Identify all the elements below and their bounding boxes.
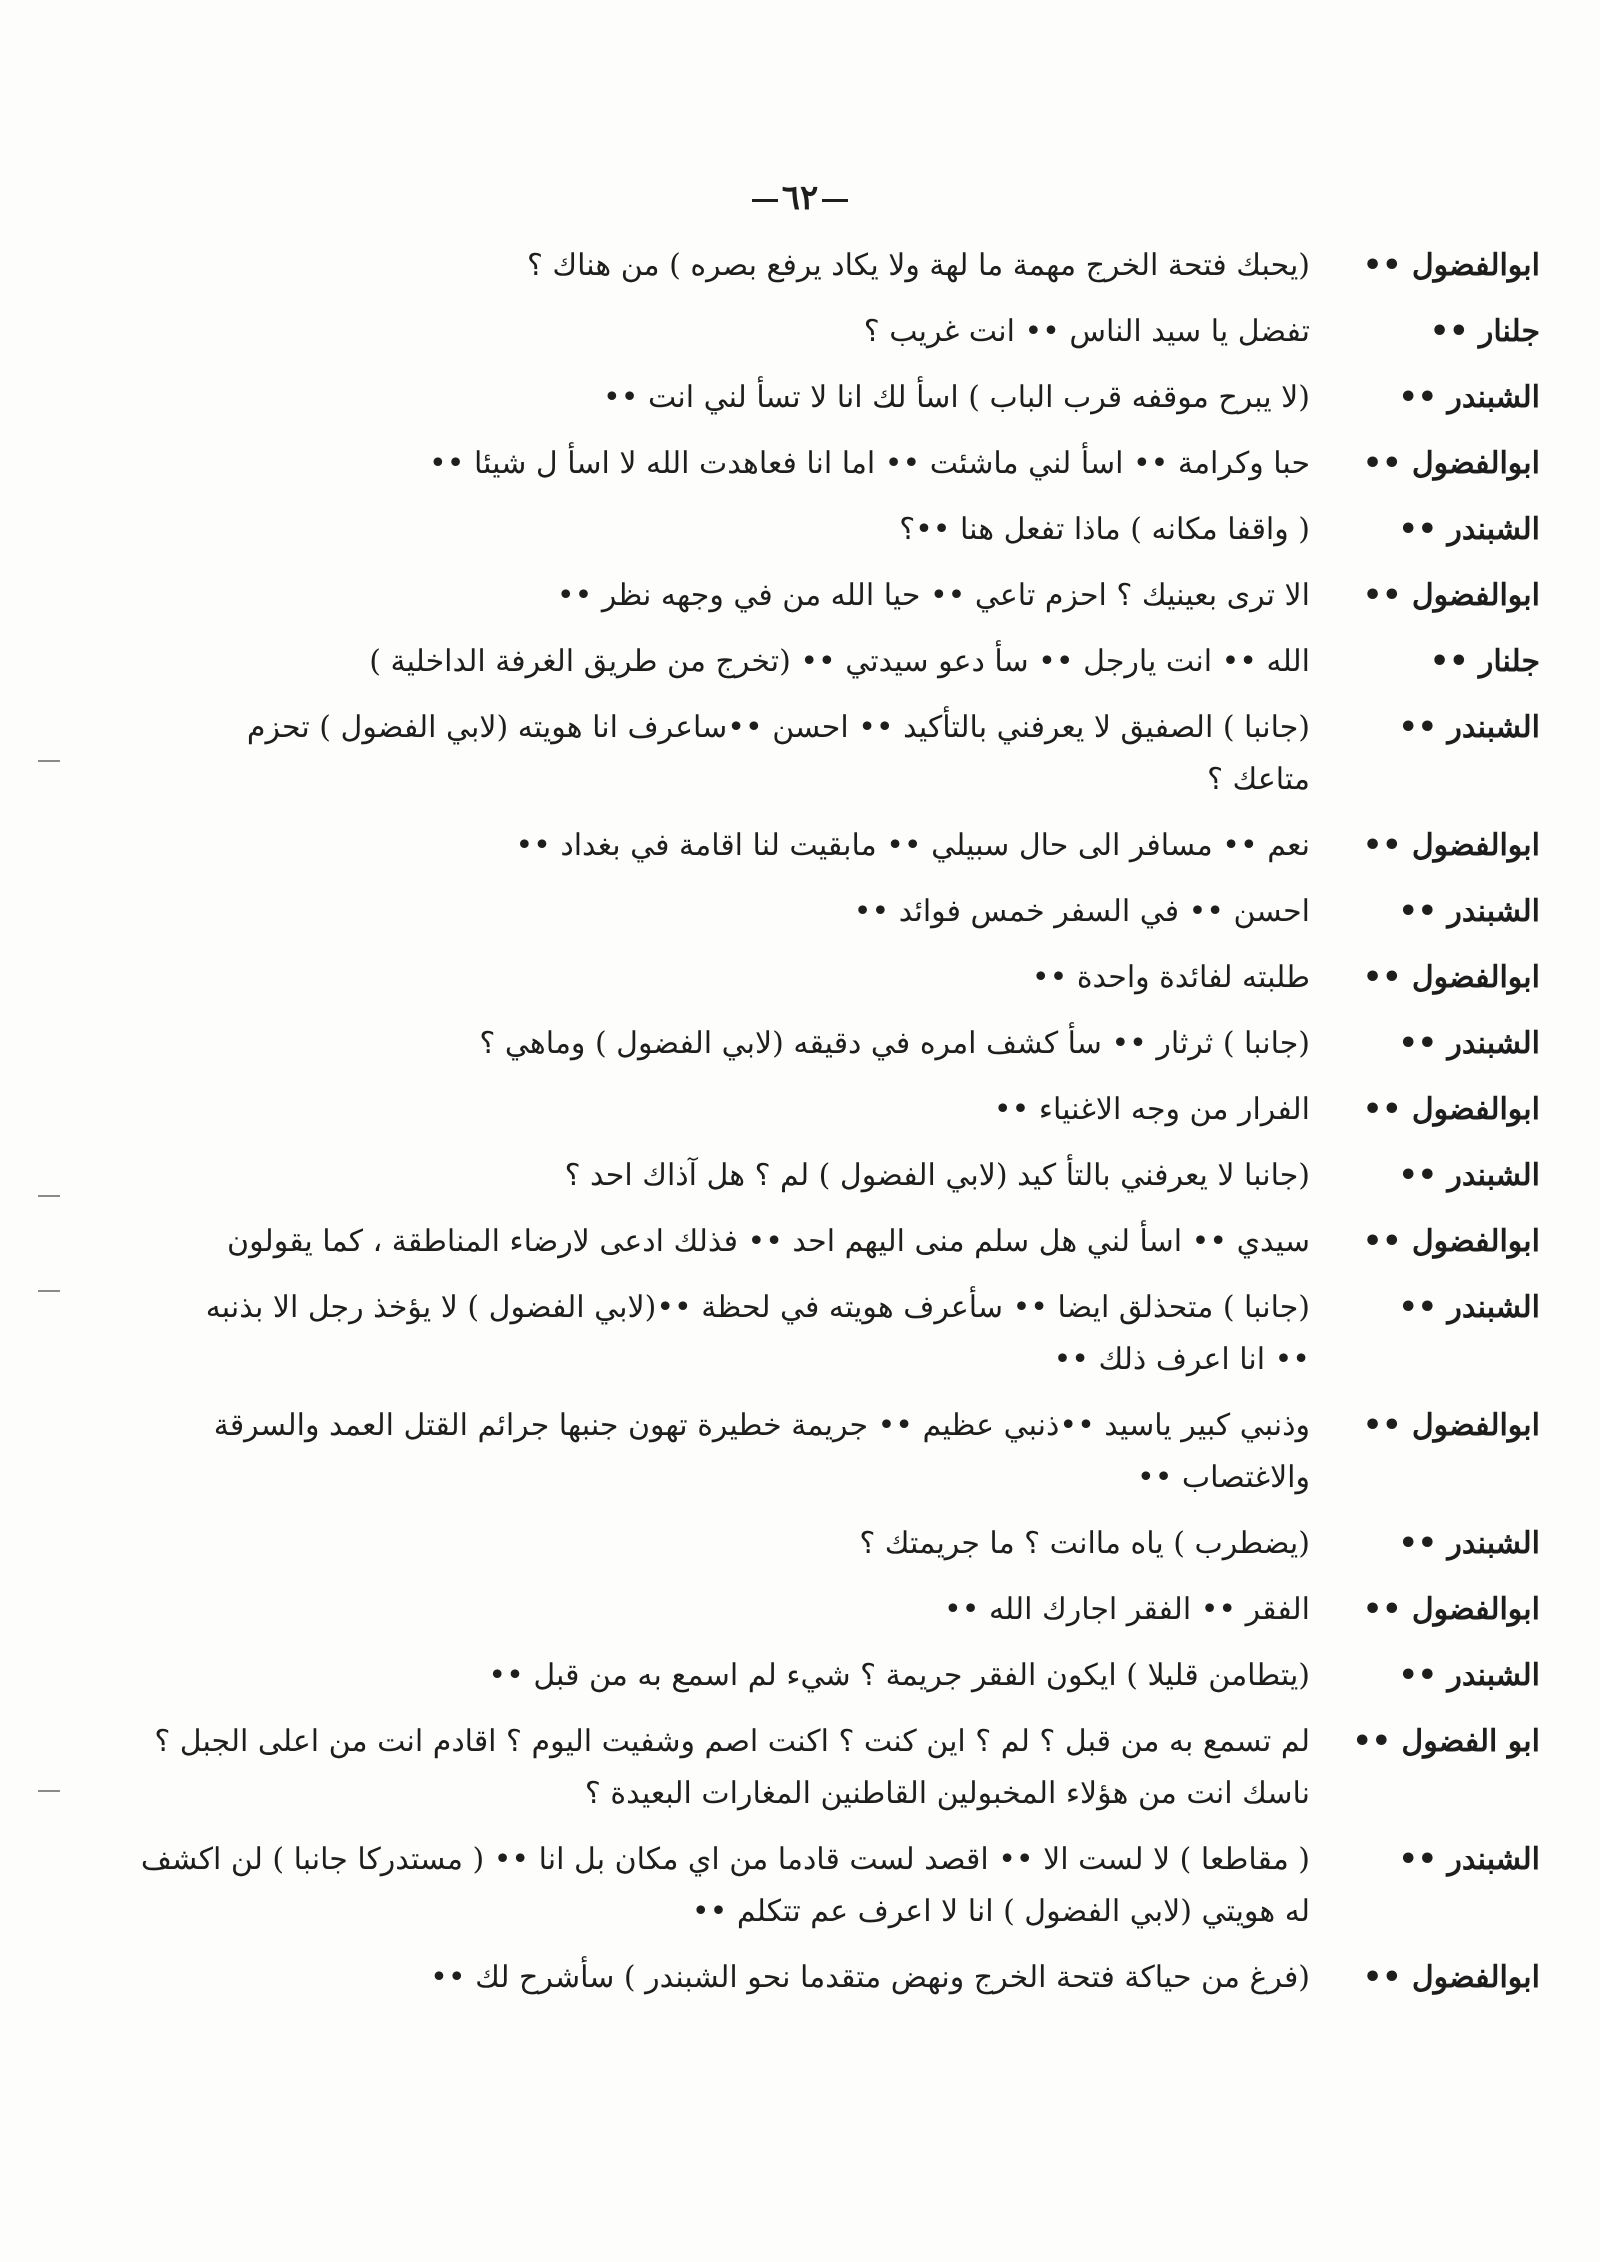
dialogue-entry [80, 1834, 1540, 1938]
speech-line: (جانبا ) ثرثار •• سأ كشف امره في دقيقه (لابي الفضول ) وماهي ؟ [479, 1026, 1310, 1061]
speech-line: تفضل يا سيد الناس •• انت غريب ؟ [863, 314, 1310, 349]
speech-text [80, 1650, 1340, 1702]
speaker-name: الشبندر •• [1398, 1658, 1540, 1693]
speech-line: ( واقفا مكانه ) ماذا تفعل هنا ••؟ [899, 512, 1310, 547]
speaker-name: ابوالفضول •• [1363, 578, 1540, 613]
dialogue-entry [80, 1084, 1540, 1136]
margin-mark [38, 1790, 60, 1792]
speaker-name: ابوالفضول •• [1363, 1408, 1540, 1443]
page-number-dash-right [822, 199, 848, 202]
speech-line: (جانبا ) الصفيق لا يعرفني بالتأكيد •• احسن ••ساعرف انا هويته (لابي الفضول ) تحزم [246, 710, 1310, 745]
speaker-name: جلنار •• [1430, 314, 1540, 349]
speech-line: ناسك انت من هؤلاء المخبولين القاطنين المغارات البعيدة ؟ [584, 1776, 1310, 1811]
speech-line: طلبته لفائدة واحدة •• [1031, 960, 1310, 995]
speech-text [80, 886, 1340, 938]
dialogue-entry [80, 1952, 1540, 2004]
speaker-name: ابوالفضول •• [1363, 828, 1540, 863]
page-number-dash-left [752, 199, 778, 202]
dialogue-entry [80, 1650, 1540, 1702]
dialogue-entry [80, 504, 1540, 556]
speech-text [80, 1150, 1340, 1202]
speech-text [80, 1716, 1340, 1820]
speech-line: (لا يبرح موقفه قرب الباب ) اسأ لك انا لا تسأ لني انت •• [603, 380, 1310, 415]
speech-line: (يتطامن قليلا ) ايكون الفقر جريمة ؟ شيء لم اسمع به من قبل •• [488, 1658, 1310, 1693]
speech-line: نعم •• مسافر الى حال سبيلي •• مابقيت لنا اقامة في بغداد •• [515, 828, 1310, 863]
dialogue-entry [80, 952, 1540, 1004]
speech-line: احسن •• في السفر خمس فوائد •• [853, 894, 1310, 929]
speech-text [80, 1952, 1340, 2004]
speaker-name: الشبندر •• [1398, 380, 1540, 415]
dialogue-script [80, 240, 1540, 2018]
speech-line: (جانبا لا يعرفني بالتأ كيد (لابي الفضول ) لم ؟ هل آذاك احد ؟ [564, 1158, 1310, 1193]
margin-mark [38, 760, 60, 762]
speaker-name: ابوالفضول •• [1363, 1592, 1540, 1627]
speech-text [80, 820, 1340, 872]
speech-text [80, 952, 1340, 1004]
speech-text [80, 1084, 1340, 1136]
speech-text [80, 1518, 1340, 1570]
margin-mark [38, 1290, 60, 1292]
dialogue-entry [80, 1216, 1540, 1268]
speech-text [80, 504, 1340, 556]
speech-line: سيدي •• اسأ لني هل سلم منى اليهم احد •• فذلك ادعى لارضاء المناطقة ، كما يقولون [227, 1224, 1310, 1259]
dialogue-entry [80, 1282, 1540, 1386]
speaker-name: ابوالفضول •• [1363, 1960, 1540, 1995]
speech-text [80, 1018, 1340, 1070]
speaker-name: الشبندر •• [1398, 1842, 1540, 1877]
speech-text [80, 1834, 1340, 1938]
speech-text [80, 306, 1340, 358]
speech-line: والاغتصاب •• [1137, 1460, 1310, 1495]
speaker-name: ابوالفضول •• [1363, 960, 1540, 995]
speech-text [80, 1216, 1340, 1268]
page-number-text: ٦٢ [781, 178, 819, 218]
speaker-name: ابوالفضول •• [1363, 1224, 1540, 1259]
dialogue-entry [80, 306, 1540, 358]
dialogue-entry [80, 636, 1540, 688]
speaker-name: ابو الفضول •• [1352, 1724, 1540, 1759]
page-number [0, 178, 1600, 218]
dialogue-entry [80, 570, 1540, 622]
dialogue-entry [80, 372, 1540, 424]
speech-line: (يضطرب ) ياه ماانت ؟ ما جريمتك ؟ [859, 1526, 1310, 1561]
speech-line: متاعك ؟ [1207, 762, 1310, 797]
dialogue-entry [80, 1150, 1540, 1202]
speech-line: الا ترى بعينيك ؟ احزم تاعي •• حيا الله من في وجهه نظر •• [556, 578, 1310, 613]
speech-line: (فرغ من حياكة فتحة الخرج ونهض متقدما نحو الشبندر ) سأشرح لك •• [430, 1960, 1310, 1995]
dialogue-entry [80, 1018, 1540, 1070]
speech-text [80, 636, 1340, 688]
speech-line: حبا وكرامة •• اسأ لني ماشئت •• اما انا فعاهدت الله لا اسأ ل شيئا •• [429, 446, 1310, 481]
speaker-name: الشبندر •• [1398, 1290, 1540, 1325]
dialogue-entry [80, 1584, 1540, 1636]
speech-line: الفرار من وجه الاغنياء •• [993, 1092, 1310, 1127]
dialogue-entry [80, 1400, 1540, 1504]
dialogue-entry [80, 1716, 1540, 1820]
speech-line: لم تسمع به من قبل ؟ لم ؟ اين كنت ؟ اكنت اصم وشفيت اليوم ؟ اقادم انت من اعلى الجبل ؟ [154, 1724, 1310, 1759]
dialogue-entry [80, 820, 1540, 872]
dialogue-entry [80, 886, 1540, 938]
speech-text [80, 1584, 1340, 1636]
speaker-name: ابوالفضول •• [1363, 1092, 1540, 1127]
speech-text [80, 372, 1340, 424]
speaker-name: ابوالفضول •• [1363, 248, 1540, 283]
speech-text [80, 1282, 1340, 1386]
speech-line: الله •• انت يارجل •• سأ دعو سيدتي •• (تخرج من طريق الغرفة الداخلية ) [369, 644, 1310, 679]
speaker-name: ابوالفضول •• [1363, 446, 1540, 481]
speech-text [80, 570, 1340, 622]
dialogue-entry [80, 702, 1540, 806]
speech-line: (يحبك فتحة الخرج مهمة ما لهة ولا يكاد يرفع بصره ) من هناك ؟ [526, 248, 1310, 283]
speech-text [80, 438, 1340, 490]
speaker-name: جلنار •• [1430, 644, 1540, 679]
margin-mark [38, 1195, 60, 1197]
speaker-name: الشبندر •• [1398, 512, 1540, 547]
dialogue-entry [80, 438, 1540, 490]
speech-line: (جانبا ) متحذلق ايضا •• سأعرف هويته في لحظة ••(لابي الفضول ) لا يؤخذ رجل الا بذنبه [205, 1290, 1310, 1325]
speaker-name: الشبندر •• [1398, 894, 1540, 929]
speaker-name: الشبندر •• [1398, 710, 1540, 745]
speech-text [80, 1400, 1340, 1504]
speaker-name: الشبندر •• [1398, 1026, 1540, 1061]
speech-line: الفقر •• الفقر اجارك الله •• [944, 1592, 1310, 1627]
speech-text [80, 702, 1340, 806]
speaker-name: الشبندر •• [1398, 1526, 1540, 1561]
speech-line: وذنبي كبير ياسيد ••ذنبي عظيم •• جريمة خطيرة تهون جنبها جرائم القتل العمد والسرقة [213, 1408, 1310, 1443]
dialogue-entry [80, 240, 1540, 292]
speech-line: له هويتي (لابي الفضول ) انا لا اعرف عم تتكلم •• [691, 1894, 1310, 1929]
speaker-name: الشبندر •• [1398, 1158, 1540, 1193]
speech-line: •• انا اعرف ذلك •• [1053, 1342, 1310, 1377]
speech-line: ( مقاطعا ) لا لست الا •• اقصد لست قادما من اي مكان بل انا •• ( مستدركا جانبا ) لن اكشف [140, 1842, 1310, 1877]
speech-text [80, 240, 1340, 292]
dialogue-entry [80, 1518, 1540, 1570]
